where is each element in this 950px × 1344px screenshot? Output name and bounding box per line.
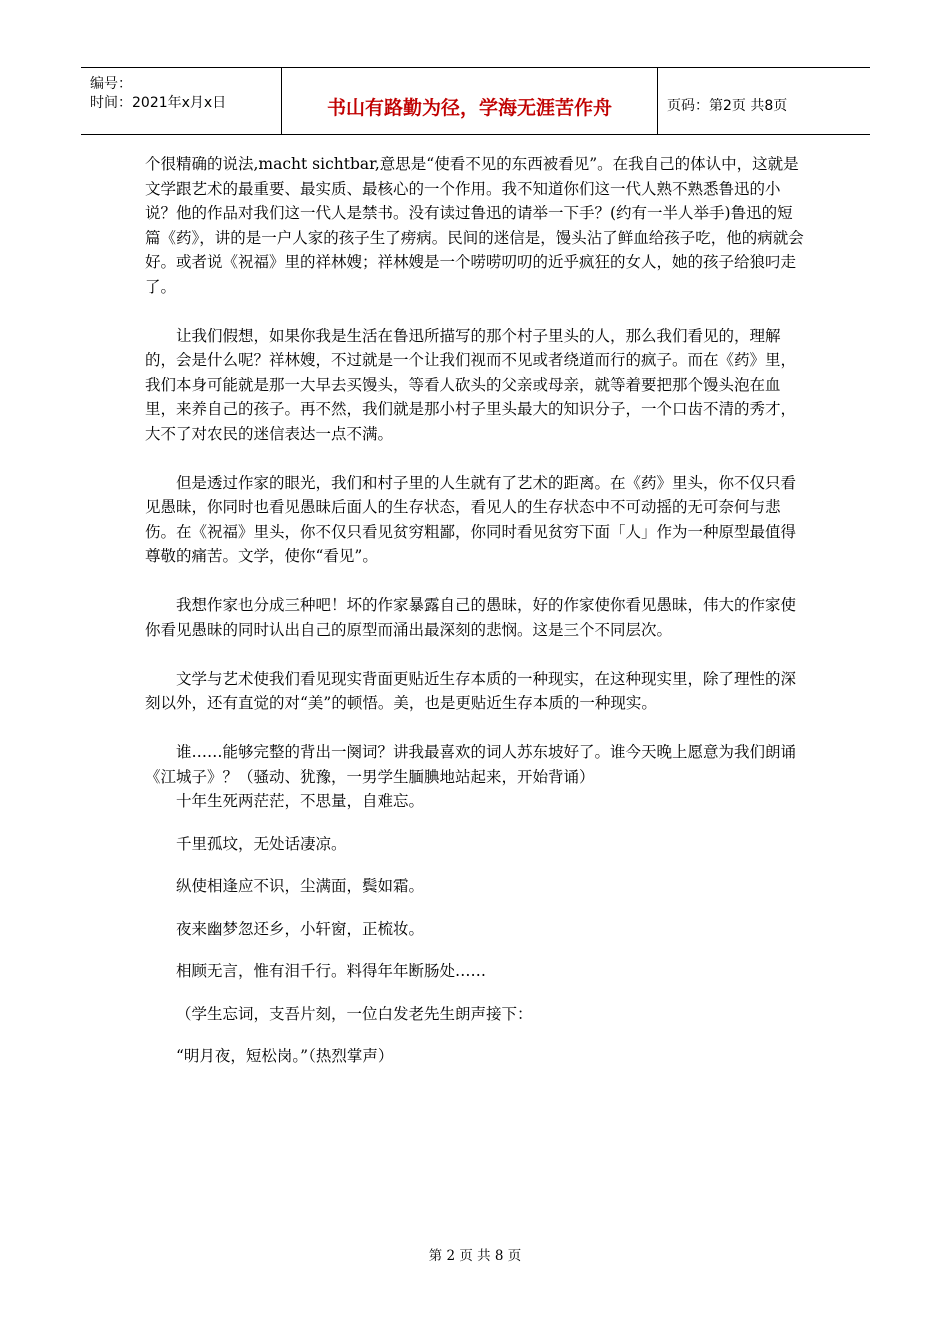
document-date-label: 时间：2021年x月x日 [90, 95, 227, 111]
header-table [81, 67, 870, 135]
header-motto: 书山有路勤为径，学海无涯苦作舟 [326, 97, 612, 119]
header-page-number: 页码：第2页 共8页 [667, 98, 788, 114]
poem-line: 千里孤坟，无处话凄凉。 [176, 834, 347, 853]
poem-line: 夜来幽梦忽还乡，小轩窗，正梳妆。 [176, 919, 425, 938]
document-number-label: 编号： [90, 76, 132, 92]
body-paragraph: 个很精确的说法,macht sichtbar,意思是“使看不见的东西被看见”。在我自己的体认中，这就是文学跟艺术的最重要、最实质、最核心的一个作用。我不知道你们这一代人熟不熟悉鲁迅的小说？他的作品对我们这一代人是禁书。没有读过鲁迅的请举一下手？(约有一半人举手)鲁迅的短篇《药》，讲的是一户人家的孩子生了痨病。民间的迷信是，馒头沾了鲜血给孩子吃，他的病就会好。或者说《祝福》里的祥林嫂；祥林嫂是一个唠唠叨叨的近乎疯狂的女人，她的孩子给狼叼走了。 [145, 155, 804, 296]
body-paragraph: 我想作家也分成三种吧！坏的作家暴露自己的愚昧，好的作家使你看见愚昧，伟大的作家使你看见愚昧的同时认出自己的原型而涌出最深刻的悲悯。这是三个不同层次。 [145, 596, 797, 639]
body-paragraph: 文学与艺术使我们看见现实背面更贴近生存本质的一种现实，在这种现实里，除了理性的深刻以外，还有直觉的对“美”的顿悟。美，也是更贴近生存本质的一种现实。 [145, 669, 797, 712]
stage-note: （学生忘词，支吾片刻，一位白发老先生朗声接下： [176, 1004, 533, 1023]
poem-line: 相顾无言，惟有泪千行。料得年年断肠处…… [176, 962, 487, 980]
header-motto-cell [282, 68, 658, 134]
poem-line: 纵使相逢应不识，尘满面，鬓如霜。 [176, 877, 425, 895]
poem-line: 十年生死两茫茫，不思量，自难忘。 [176, 792, 425, 810]
document-body [145, 152, 805, 1069]
body-paragraph: 但是透过作家的眼光，我们和村子里的人生就有了艺术的距离。在《药》里头，你不仅只看见愚昧，你同时也看见愚昧后面人的生存状态，看见人的生存状态中不可动摇的无可奈何与悲伤。在《祝福》里头，你不仅只看见贫穷粗鄙，你同时看见贫穷下面「人」作为一种原型最值得尊敬的痛苦。文学，使你“看见”。 [145, 473, 797, 565]
header-info-cell [81, 68, 282, 134]
body-paragraph: 让我们假想，如果你我是生活在鲁迅所描写的那个村子里头的人，那么我们看见的，理解的，会是什么呢？祥林嫂，不过就是一个让我们视而不见或者绕道而行的疯子。而在《药》里，我们本身可能就是那一大早去买馒头，等看人砍头的父亲或母亲，就等着要把那个馒头泡在血里，来养自己的孩子。再不然，我们就是那小村子里头最大的知识分子，一个口齿不清的秀才，大不了对农民的迷信表达一点不满。 [145, 326, 797, 443]
body-paragraph: 谁……能够完整的背出一阕词？讲我最喜欢的词人苏东坡好了。谁今天晚上愿意为我们朗诵《江城子》？（骚动、犹豫，一男学生腼腆地站起来，开始背诵） [145, 743, 797, 786]
page-footer: 第 2 页 共 8 页 [428, 1248, 522, 1264]
stage-note: “明月夜，短松岗。”（热烈掌声） [176, 1047, 394, 1065]
header-page-cell [658, 68, 870, 134]
